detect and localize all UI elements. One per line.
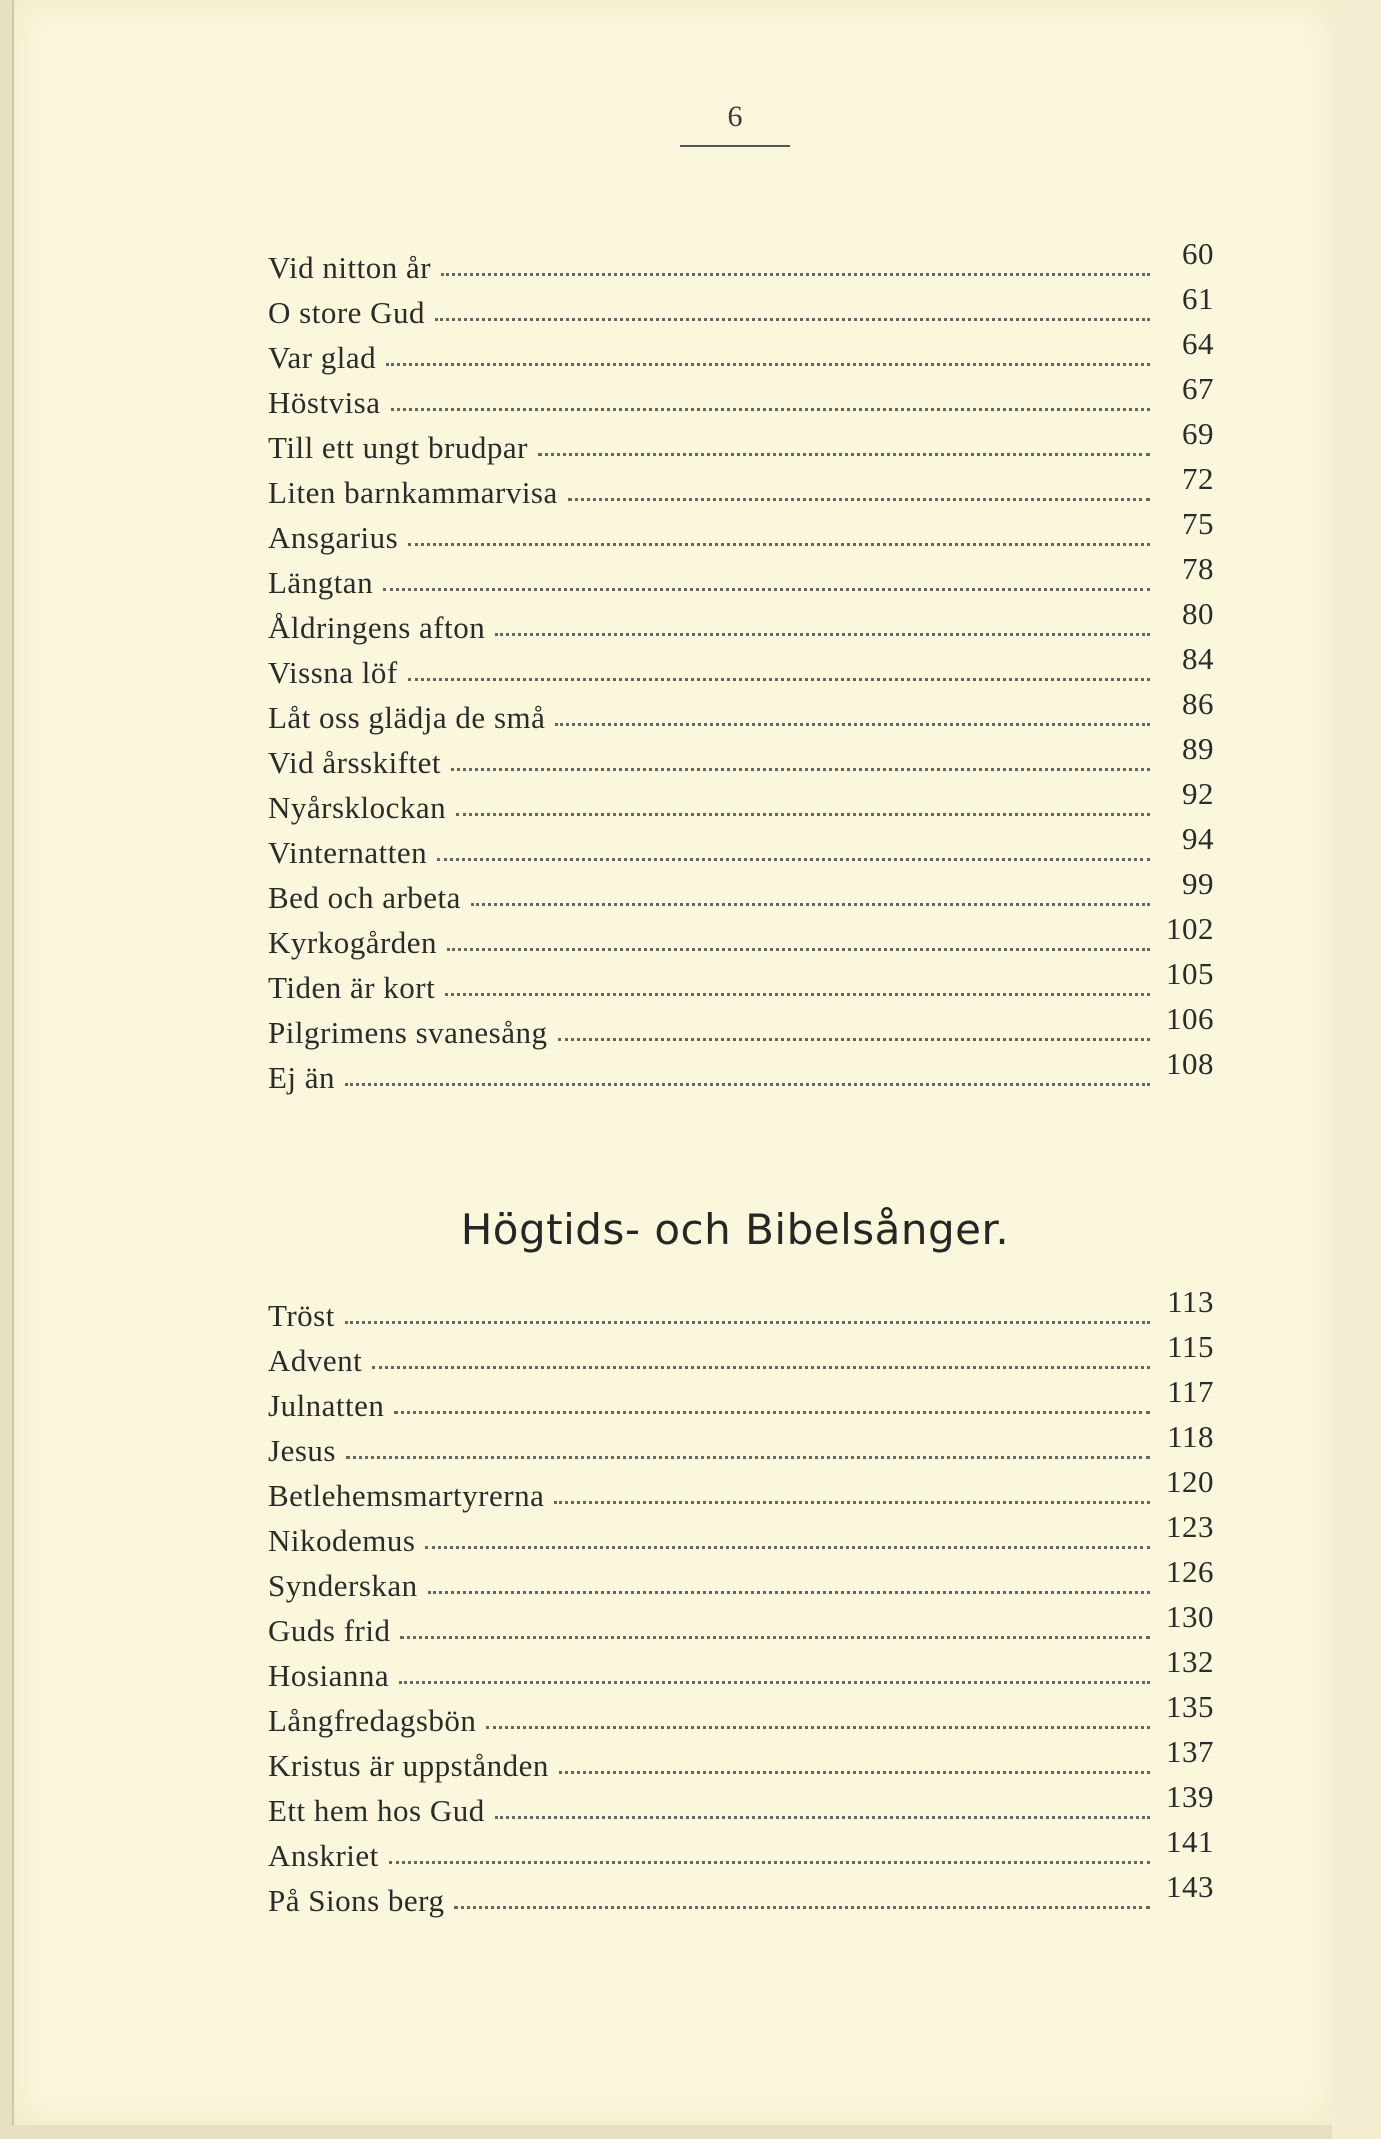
toc-entry-page-number: 106 bbox=[1166, 1001, 1214, 1036]
toc-entry-title: Kyrkogården bbox=[268, 925, 438, 960]
toc-entry bbox=[268, 326, 1214, 385]
toc-entry-page-number: 130 bbox=[1166, 1599, 1214, 1634]
dot-leader bbox=[425, 1546, 1150, 1549]
dot-leader bbox=[441, 273, 1150, 276]
dot-leader bbox=[445, 993, 1150, 996]
dot-leader bbox=[399, 1681, 1150, 1684]
toc-entry-title: Höstvisa bbox=[268, 385, 381, 420]
dot-leader bbox=[345, 1321, 1150, 1324]
toc-entry-title: Advent bbox=[268, 1343, 363, 1378]
toc-entry-title: Anskriet bbox=[268, 1838, 379, 1873]
dot-leader bbox=[559, 1771, 1150, 1774]
table-of-contents-section-2 bbox=[268, 1284, 1214, 1928]
toc-entry-title: Vid nitton år bbox=[268, 250, 432, 285]
toc-entry-page-number: 75 bbox=[1182, 506, 1214, 541]
dot-leader bbox=[386, 363, 1150, 366]
toc-entry-page-number: 60 bbox=[1182, 236, 1214, 271]
toc-entry-title: Ansgarius bbox=[268, 520, 399, 555]
toc-entry-title: Vinternatten bbox=[268, 835, 428, 870]
toc-entry-page-number: 126 bbox=[1166, 1554, 1214, 1589]
dot-leader bbox=[345, 1083, 1150, 1086]
toc-entry-title: Hosianna bbox=[268, 1658, 390, 1693]
toc-entry-page-number: 108 bbox=[1166, 1046, 1214, 1081]
toc-entry-title: Nyårsklockan bbox=[268, 790, 447, 825]
section-heading: Högtids- och Bibelsånger. bbox=[460, 1205, 1010, 1254]
table-of-contents-section-1 bbox=[268, 236, 1214, 1105]
toc-entry-title: På Sions berg bbox=[268, 1883, 445, 1918]
toc-entry-page-number: 80 bbox=[1182, 596, 1214, 631]
dot-leader bbox=[435, 318, 1150, 321]
toc-entry-title: Ej än bbox=[268, 1060, 336, 1095]
toc-entry bbox=[268, 821, 1214, 880]
toc-entry-page-number: 89 bbox=[1182, 731, 1214, 766]
toc-entry-title: Liten barnkammarvisa bbox=[268, 475, 558, 510]
toc-entry bbox=[268, 1329, 1214, 1388]
dot-leader bbox=[437, 858, 1150, 861]
toc-entry-page-number: 94 bbox=[1182, 821, 1214, 856]
toc-entry-title: Guds frid bbox=[268, 1613, 391, 1648]
toc-entry-title: Synderskan bbox=[268, 1568, 418, 1603]
toc-entry-page-number: 115 bbox=[1167, 1329, 1214, 1364]
toc-entry bbox=[268, 1734, 1214, 1793]
dot-leader bbox=[447, 948, 1150, 951]
dot-leader bbox=[568, 498, 1150, 501]
toc-entry bbox=[268, 1689, 1214, 1748]
toc-entry-title: Längtan bbox=[268, 565, 374, 600]
toc-entry bbox=[268, 416, 1214, 475]
toc-entry bbox=[268, 1374, 1214, 1433]
dot-leader bbox=[383, 588, 1150, 591]
toc-entry bbox=[268, 956, 1214, 1015]
toc-entry bbox=[268, 776, 1214, 835]
toc-entry bbox=[268, 1001, 1214, 1060]
toc-entry-title: O store Gud bbox=[268, 295, 426, 330]
toc-entry-page-number: 135 bbox=[1166, 1689, 1214, 1724]
toc-entry-title: Betlehemsmartyrerna bbox=[268, 1478, 545, 1513]
toc-entry-title: Långfredagsbön bbox=[268, 1703, 477, 1738]
dot-leader bbox=[372, 1366, 1150, 1369]
toc-entry-page-number: 99 bbox=[1182, 866, 1214, 901]
toc-entry-title: Tiden är kort bbox=[268, 970, 436, 1005]
toc-entry bbox=[268, 461, 1214, 520]
toc-entry-page-number: 64 bbox=[1182, 326, 1214, 361]
toc-entry-title: Låt oss glädja de små bbox=[268, 700, 546, 735]
toc-entry-title: Vissna löf bbox=[268, 655, 398, 690]
toc-entry-page-number: 92 bbox=[1182, 776, 1214, 811]
dot-leader bbox=[451, 768, 1150, 771]
toc-entry bbox=[268, 731, 1214, 790]
toc-entry-page-number: 84 bbox=[1182, 641, 1214, 676]
toc-entry-title: Nikodemus bbox=[268, 1523, 416, 1558]
toc-entry bbox=[268, 1644, 1214, 1703]
toc-entry-title: Tröst bbox=[268, 1298, 335, 1333]
toc-entry bbox=[268, 371, 1214, 430]
dot-leader bbox=[538, 453, 1150, 456]
dot-leader bbox=[558, 1038, 1151, 1041]
toc-entry-page-number: 143 bbox=[1166, 1869, 1214, 1904]
dot-leader bbox=[389, 1861, 1150, 1864]
toc-entry bbox=[268, 866, 1214, 925]
dot-leader bbox=[456, 813, 1150, 816]
toc-entry-title: Åldringens afton bbox=[268, 610, 486, 645]
toc-entry bbox=[268, 1284, 1214, 1343]
toc-entry-title: Vid årsskiftet bbox=[268, 745, 442, 780]
toc-entry-title: Till ett ungt brudpar bbox=[268, 430, 528, 465]
toc-entry-page-number: 72 bbox=[1182, 461, 1214, 496]
toc-entry-page-number: 105 bbox=[1166, 956, 1214, 991]
toc-entry bbox=[268, 641, 1214, 700]
toc-entry bbox=[268, 1599, 1214, 1658]
toc-entry bbox=[268, 596, 1214, 655]
dot-leader bbox=[391, 408, 1151, 411]
toc-entry bbox=[268, 1046, 1214, 1105]
toc-entry-page-number: 137 bbox=[1166, 1734, 1214, 1769]
dot-leader bbox=[394, 1411, 1150, 1414]
toc-entry-page-number: 67 bbox=[1182, 371, 1214, 406]
toc-entry bbox=[268, 911, 1214, 970]
toc-entry bbox=[268, 1869, 1214, 1928]
toc-entry-page-number: 113 bbox=[1167, 1284, 1214, 1319]
dot-leader bbox=[346, 1456, 1150, 1459]
toc-entry-page-number: 78 bbox=[1182, 551, 1214, 586]
page-edge bbox=[1332, 0, 1381, 2139]
toc-entry-page-number: 132 bbox=[1166, 1644, 1214, 1679]
toc-entry bbox=[268, 1824, 1214, 1883]
toc-entry-page-number: 120 bbox=[1166, 1464, 1214, 1499]
dot-leader bbox=[486, 1726, 1150, 1729]
toc-entry-title: Ett hem hos Gud bbox=[268, 1793, 485, 1828]
toc-entry-page-number: 141 bbox=[1166, 1824, 1214, 1859]
toc-entry-title: Bed och arbeta bbox=[268, 880, 461, 915]
toc-entry bbox=[268, 236, 1214, 295]
toc-entry-page-number: 61 bbox=[1182, 281, 1214, 316]
toc-entry bbox=[268, 1509, 1214, 1568]
toc-entry-page-number: 139 bbox=[1166, 1779, 1214, 1814]
toc-entry bbox=[268, 506, 1214, 565]
toc-entry bbox=[268, 1554, 1214, 1613]
page-number-rule bbox=[680, 145, 790, 147]
dot-leader bbox=[555, 723, 1150, 726]
dot-leader bbox=[408, 543, 1150, 546]
toc-entry-page-number: 123 bbox=[1166, 1509, 1214, 1544]
dot-leader bbox=[408, 678, 1150, 681]
toc-entry-page-number: 69 bbox=[1182, 416, 1214, 451]
toc-entry bbox=[268, 1419, 1214, 1478]
toc-entry-page-number: 86 bbox=[1182, 686, 1214, 721]
page-number: 6 bbox=[727, 100, 743, 133]
toc-entry-title: Var glad bbox=[268, 340, 377, 375]
toc-entry-title: Julnatten bbox=[268, 1388, 385, 1423]
dot-leader bbox=[428, 1591, 1150, 1594]
dot-leader bbox=[554, 1501, 1150, 1504]
dot-leader bbox=[495, 1816, 1150, 1819]
dot-leader bbox=[454, 1906, 1150, 1909]
toc-entry bbox=[268, 281, 1214, 340]
toc-entry bbox=[268, 1464, 1214, 1523]
dot-leader bbox=[495, 633, 1150, 636]
toc-entry-page-number: 102 bbox=[1166, 911, 1214, 946]
toc-entry bbox=[268, 1779, 1214, 1838]
dot-leader bbox=[400, 1636, 1150, 1639]
dot-leader bbox=[471, 903, 1150, 906]
toc-entry-title: Pilgrimens svanesång bbox=[268, 1015, 548, 1050]
toc-entry-page-number: 117 bbox=[1167, 1374, 1214, 1409]
toc-entry bbox=[268, 551, 1214, 610]
toc-entry-title: Kristus är uppstånden bbox=[268, 1748, 549, 1783]
toc-entry bbox=[268, 686, 1214, 745]
toc-entry-title: Jesus bbox=[268, 1433, 336, 1468]
toc-entry-page-number: 118 bbox=[1167, 1419, 1214, 1454]
